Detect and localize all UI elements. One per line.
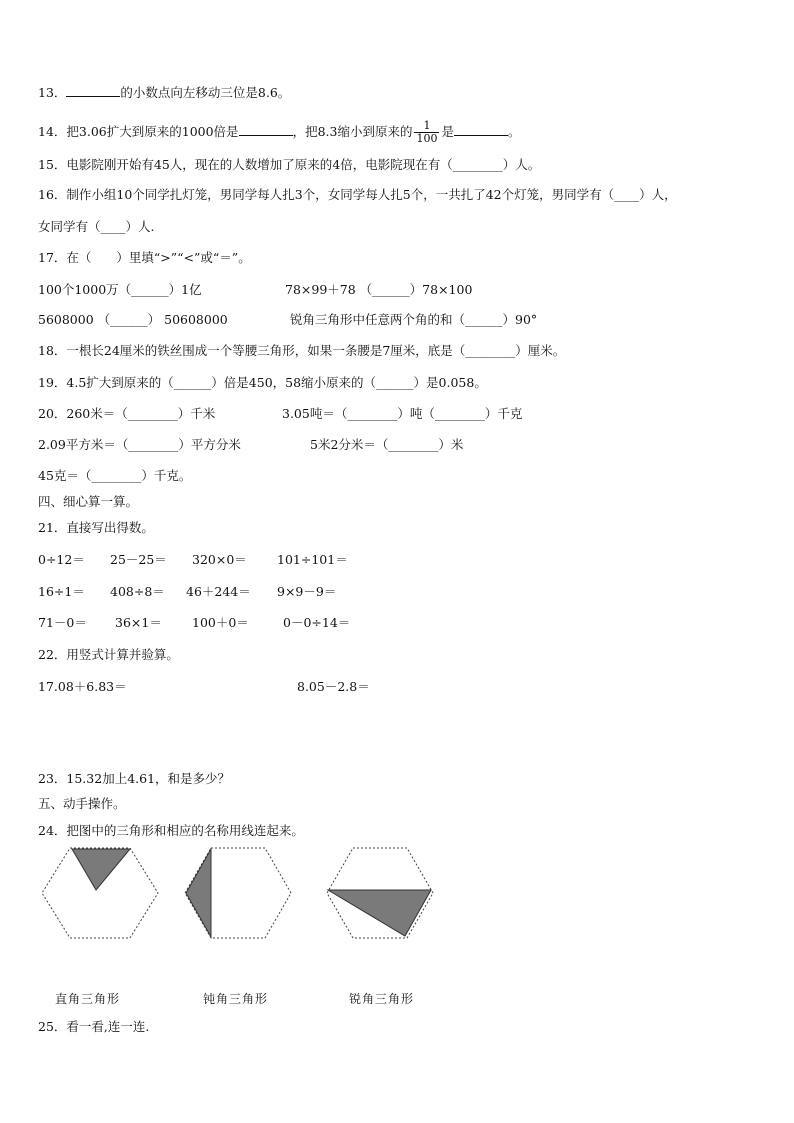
shaded-triangle (72, 849, 130, 890)
calc-item: 46＋244＝ (186, 584, 251, 599)
calc-item: 408÷8＝ (110, 584, 165, 599)
question-17: 17．在（ ）里填“>”“<”或“＝”。 (38, 250, 251, 265)
question-19: 19．4.5扩大到原来的（______）倍是450，58缩小原来的（______）是0.058。 (38, 375, 487, 390)
question-15: 15．电影院刚开始有45人，现在的人数增加了原来的4倍，电影院现在有（________）人。 (38, 157, 541, 172)
question-22: 22．用竖式计算并验算。 (38, 647, 179, 662)
question-23: 23．15.32加上4.61，和是多少？ (38, 771, 231, 786)
q17-item-2: 78×99＋78 （______）78×100 (285, 282, 473, 297)
label-obtuse-triangle[interactable]: 钝角三角形 (203, 992, 269, 1006)
answer-blank[interactable] (454, 123, 508, 136)
q17-item-1: 100个1000万（______）1亿 (38, 282, 202, 297)
question-24: 24．把图中的三角形和相应的名称用线连起来。 (38, 823, 304, 838)
calc-item: 36×1＝ (115, 615, 162, 630)
q22-expression-a: 17.08＋6.83＝ (38, 679, 127, 694)
calc-item: 101÷101＝ (277, 552, 348, 567)
q20-item-2: 3.05吨＝（________）吨（________）千克 (282, 406, 523, 421)
calc-item: 100＋0＝ (192, 615, 249, 630)
question-14: 14．把3.06扩大到原来的1000倍是 ，把8.3缩小到原来的 $\frac{1}{100}$ 是 。 (38, 119, 521, 145)
calc-item: 16÷1＝ (38, 584, 85, 599)
answer-blank[interactable] (239, 123, 293, 136)
calc-item: 9×9－9＝ (277, 584, 337, 599)
answer-blank[interactable] (66, 84, 120, 97)
q20-item-3: 2.09平方米＝（________）平方分米 (38, 437, 241, 452)
question-18: 18．一根长24厘米的铁丝围成一个等腰三角形，如果一条腰是7厘米，底是（________）厘米。 (38, 343, 566, 358)
question-16-line2: 女同学有（____）人. (38, 219, 155, 234)
q17-item-3: 5608000 （______） 50608000 (38, 312, 228, 327)
q22-expression-b: 8.05－2.8＝ (297, 679, 370, 694)
calc-item: 71－0＝ (38, 615, 87, 630)
question-16-line1: 16．制作小组10个同学扎灯笼，男同学每人扎3个，女同学每人扎5个，一共扎了42个灯笼，男同学有（____）人， (38, 187, 677, 202)
label-right-triangle[interactable]: 直角三角形 (55, 992, 121, 1006)
section-4-title: 四、细心算一算。 (38, 494, 139, 509)
question-25: 25．看一看,连一连. (38, 1019, 150, 1034)
q20-item-1: 20．260米＝（________）千米 (38, 406, 216, 421)
calc-item: 0－0÷14＝ (283, 615, 351, 630)
hexagon-figure-3 (325, 846, 435, 940)
calc-item: 320×0＝ (192, 552, 247, 567)
section-5-title: 五、动手操作。 (38, 796, 126, 811)
fraction: $\frac{1}{100}$ (416, 119, 438, 145)
calc-item: 0÷12＝ (38, 552, 85, 567)
q20-item-4: 5米2分米＝（________）米 (310, 437, 464, 452)
question-21: 21．直接写出得数。 (38, 520, 154, 535)
q20-item-5: 45克＝（________）千克。 (38, 468, 192, 483)
label-acute-triangle[interactable]: 锐角三角形 (349, 992, 415, 1006)
hexagon-figure-1 (40, 846, 160, 940)
q17-item-4: 锐角三角形中任意两个角的和（______）90° (290, 312, 538, 327)
shaded-triangle (186, 849, 211, 937)
shaded-triangle (328, 890, 431, 936)
calc-item: 25－25＝ (110, 552, 167, 567)
hexagon-figure-2 (183, 846, 293, 940)
question-13: 13． 的小数点向左移动三位是8.6。 (38, 85, 291, 100)
